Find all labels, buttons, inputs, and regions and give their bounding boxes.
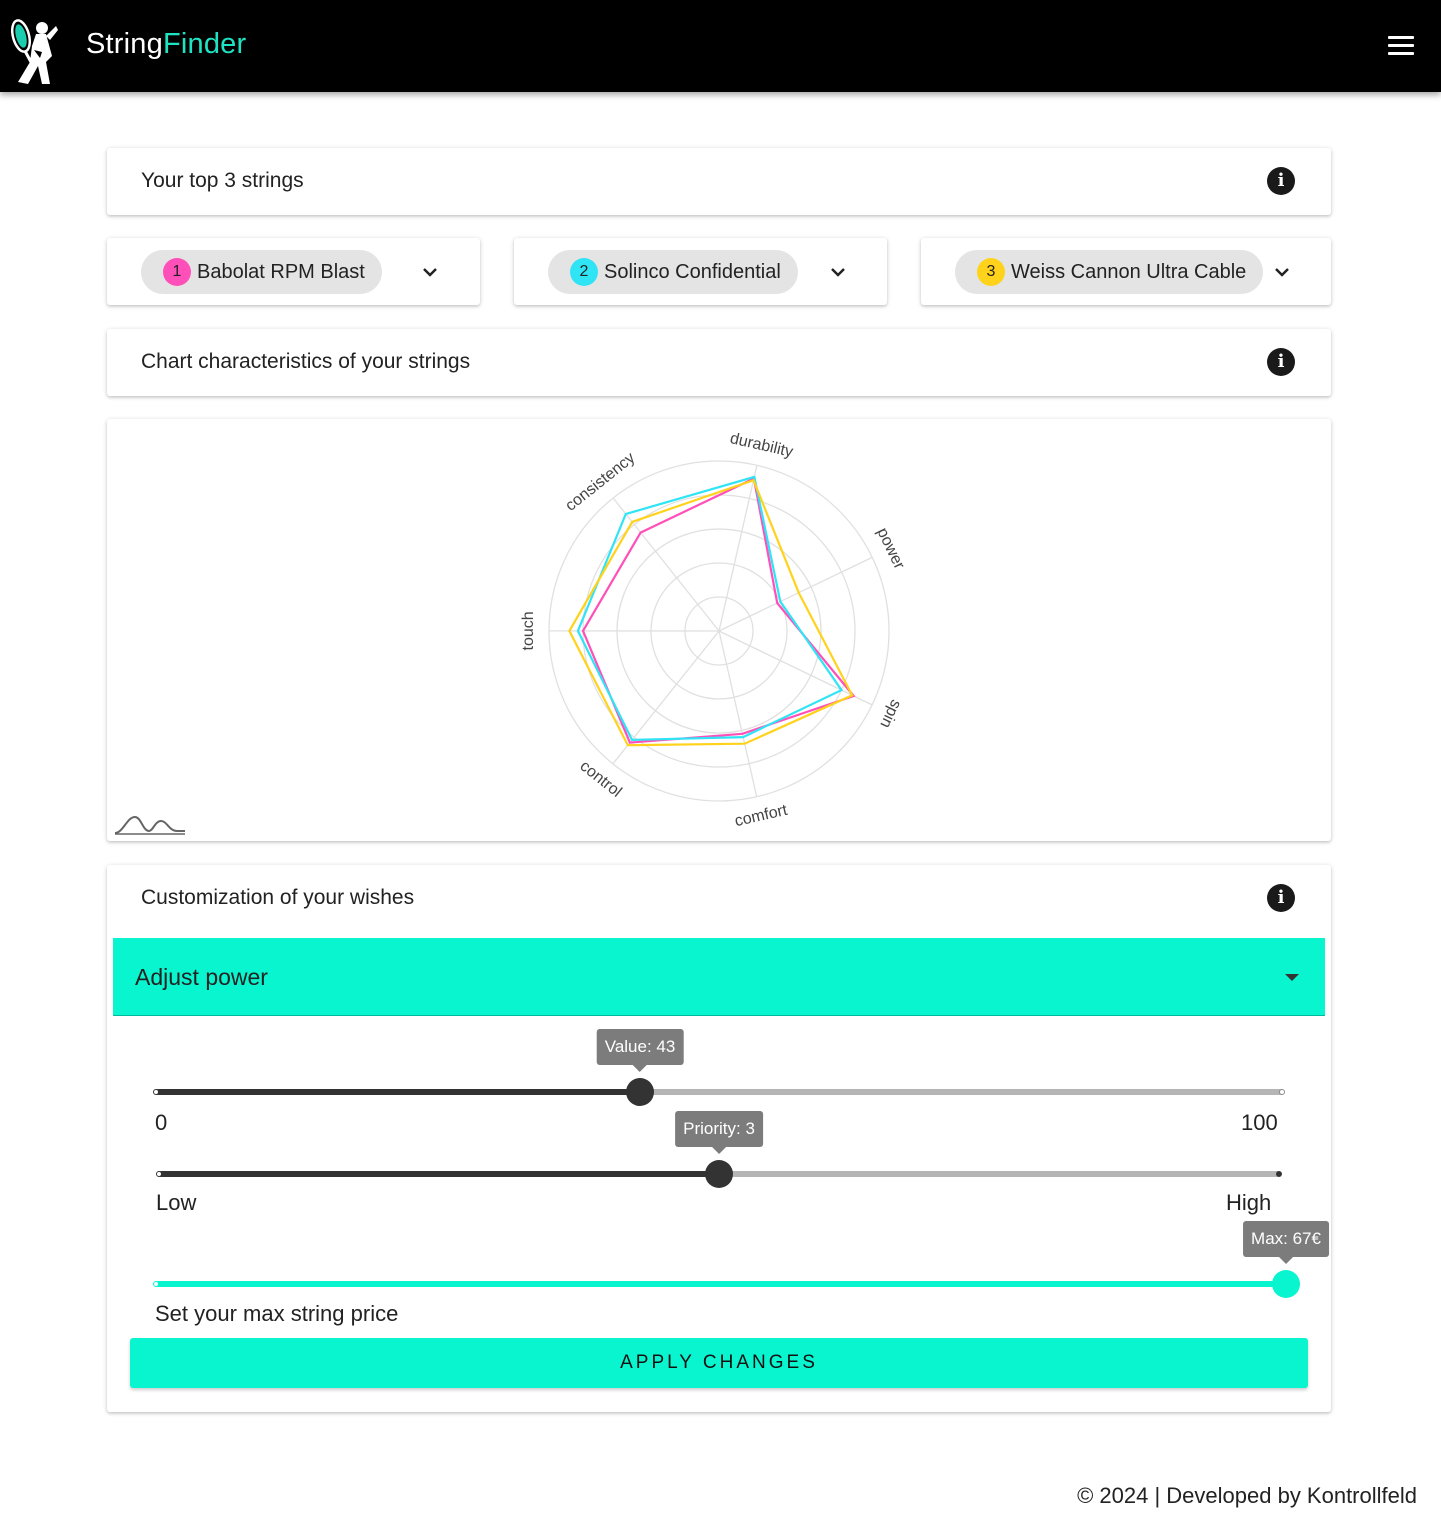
priority-max-label: High <box>1226 1190 1272 1215</box>
value-min-label: 0 <box>155 1110 168 1135</box>
radar-axis-label: spin <box>876 696 905 731</box>
priority-tooltip: Priority: 3 <box>675 1111 763 1147</box>
slider-start-mark <box>153 1281 159 1287</box>
radar-axis-label: consistency <box>562 449 639 515</box>
string-selector-3 <box>921 238 1331 305</box>
footer-credit: © 2024 | Developed by Kontrollfeld <box>1077 1483 1417 1508</box>
info-icon[interactable]: i <box>1267 348 1295 376</box>
slider-fill <box>155 1281 1286 1287</box>
radar-axis-label: power <box>873 525 908 572</box>
top-strings-card <box>107 148 1331 215</box>
radar-axis-label: touch <box>520 611 538 651</box>
radar-chart-card <box>107 419 1331 841</box>
slider-thumb[interactable] <box>626 1078 654 1106</box>
tennis-player-logo-icon[interactable] <box>6 6 62 88</box>
slider-end-mark <box>1279 1089 1285 1095</box>
rank-badge: 1 <box>163 258 191 286</box>
chart-title-card <box>107 329 1331 396</box>
info-icon[interactable]: i <box>1267 167 1295 195</box>
string-chip[interactable] <box>141 250 382 294</box>
top-strings-title: Your top 3 strings <box>141 169 304 192</box>
accordion-label: Adjust power <box>135 964 268 990</box>
info-icon[interactable]: i <box>1267 884 1295 912</box>
value-tooltip: Value: 43 <box>597 1029 684 1065</box>
radar-spoke <box>719 557 872 631</box>
radar-spoke <box>719 631 757 797</box>
slider-start-mark <box>156 1171 162 1177</box>
slider-fill <box>155 1089 640 1095</box>
string-name: Babolat RPM Blast <box>197 260 365 283</box>
chevron-down-icon[interactable] <box>828 262 848 282</box>
value-max-label: 100 <box>1241 1110 1278 1135</box>
slider-thumb[interactable] <box>1272 1270 1300 1298</box>
priority-min-label: Low <box>156 1190 197 1215</box>
hamburger-menu-icon[interactable] <box>1384 32 1418 60</box>
radar-axis-label: durability <box>728 430 795 461</box>
string-chip[interactable] <box>955 250 1263 294</box>
rank-badge: 3 <box>977 258 1005 286</box>
string-selector-1 <box>107 238 480 305</box>
string-chip[interactable] <box>548 250 798 294</box>
slider-start-mark <box>153 1089 159 1095</box>
apply-changes-button[interactable]: APPLY CHANGES <box>130 1338 1308 1388</box>
string-selector-2 <box>514 238 887 305</box>
radar-chart <box>107 419 1331 841</box>
chevron-down-icon[interactable] <box>420 262 440 282</box>
caret-down-icon <box>1285 974 1299 981</box>
radar-axis-label: comfort <box>733 801 789 831</box>
chart-logo-icon <box>113 813 187 837</box>
app-header <box>0 0 1441 92</box>
slider-thumb[interactable] <box>705 1160 733 1188</box>
radar-spoke <box>719 631 872 705</box>
slider-fill <box>158 1171 719 1177</box>
customization-title: Customization of your wishes <box>141 886 415 909</box>
brand-accent: Finder <box>162 28 247 60</box>
adjust-power-accordion[interactable] <box>113 938 1325 1016</box>
radar-series-2 <box>578 477 842 740</box>
slider-end-mark <box>1276 1171 1282 1177</box>
radar-axis-label: control <box>576 757 625 801</box>
price-tooltip: Max: 67€ <box>1243 1221 1329 1257</box>
chevron-down-icon[interactable] <box>1272 262 1292 282</box>
string-name: Solinco Confidential <box>604 260 781 283</box>
rank-badge: 2 <box>570 258 598 286</box>
app-brand[interactable] <box>86 28 246 61</box>
string-name: Weiss Cannon Ultra Cable <box>1011 260 1247 283</box>
price-slider-label: Set your max string price <box>155 1301 399 1326</box>
chart-section-title: Chart characteristics of your strings <box>141 350 471 373</box>
brand-main: String <box>86 28 163 60</box>
